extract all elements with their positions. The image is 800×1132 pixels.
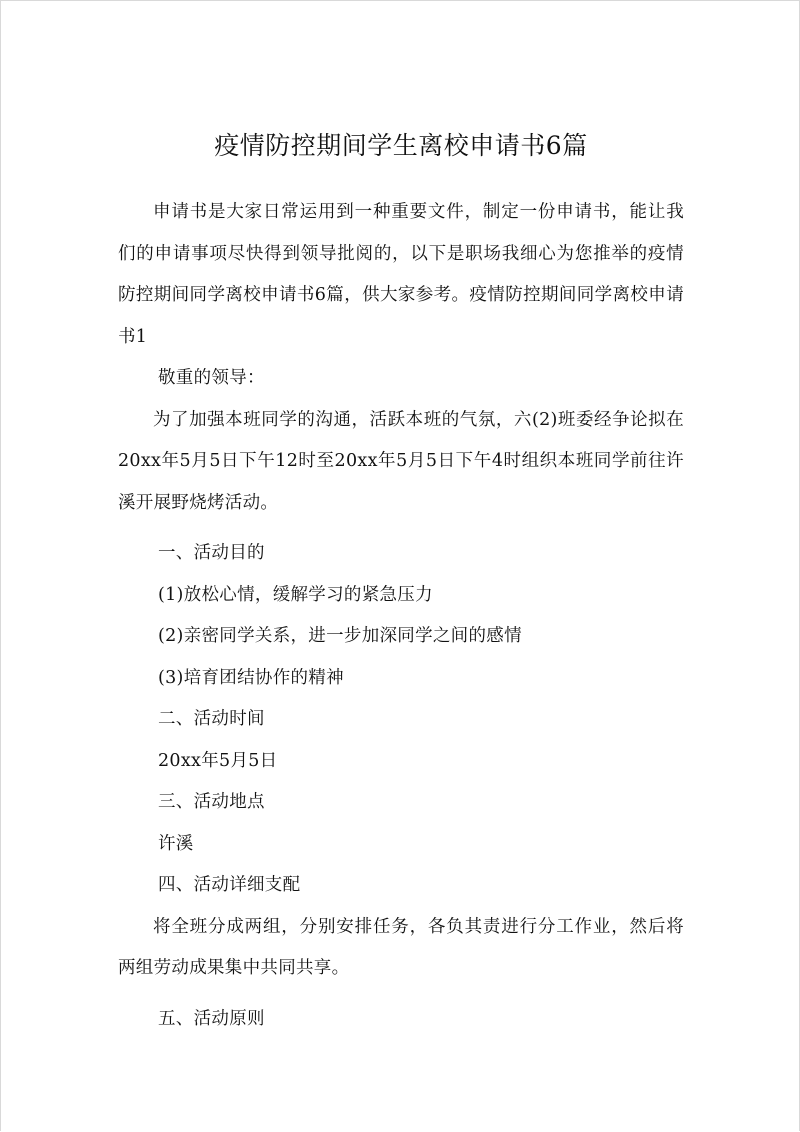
spacer <box>118 524 684 533</box>
document-title: 疫情防控期间学生离校申请书6篇 <box>214 131 588 160</box>
salutation: 敬重的领导： <box>158 368 265 388</box>
intro-paragraph: 申请书是大家日常运用到一种重要文件，制定一份申请书，能让我们的申请事项尽快得到领导批阅的，以下是职场我细心为您推举的疫情防控期间同学离校申请书6篇，供大家参考。疫情防控期间同学离校申请书1 <box>118 202 684 347</box>
activity-time: 20xx年5月5日 <box>158 750 278 771</box>
section-heading-principles: 五、活动原则 <box>158 1008 265 1029</box>
spacer <box>118 990 684 999</box>
activity-place: 许溪 <box>158 833 194 854</box>
section-heading-arrangement: 四、活动详细支配 <box>158 875 301 895</box>
goal-item-3: (3)培育团结协作的精神 <box>158 667 344 688</box>
section-heading-place: 三、活动地点 <box>158 792 265 812</box>
goal-item-1: (1)放松心情，缓解学习的紧急压力 <box>158 584 433 605</box>
arrangement-paragraph: 将全班分成两组，分别安排任务，各负其责进行分工作业，然后将两组劳动成果集中共同共享。 <box>118 916 684 978</box>
goal-item-2: (2)亲密同学关系，进一步加深同学之间的感情 <box>158 626 522 646</box>
body-paragraph: 为了加强本班同学的沟通，活跃本班的气氛，六(2)班委经争论拟在20xx年5月5日下午12时至20xx年5月5日下午4时组织本班同学前往许溪开展野烧烤活动。 <box>118 409 684 513</box>
document-body <box>118 126 684 1040</box>
section-heading-goals: 一、活动目的 <box>158 543 265 563</box>
section-heading-time: 二、活动时间 <box>158 709 265 729</box>
